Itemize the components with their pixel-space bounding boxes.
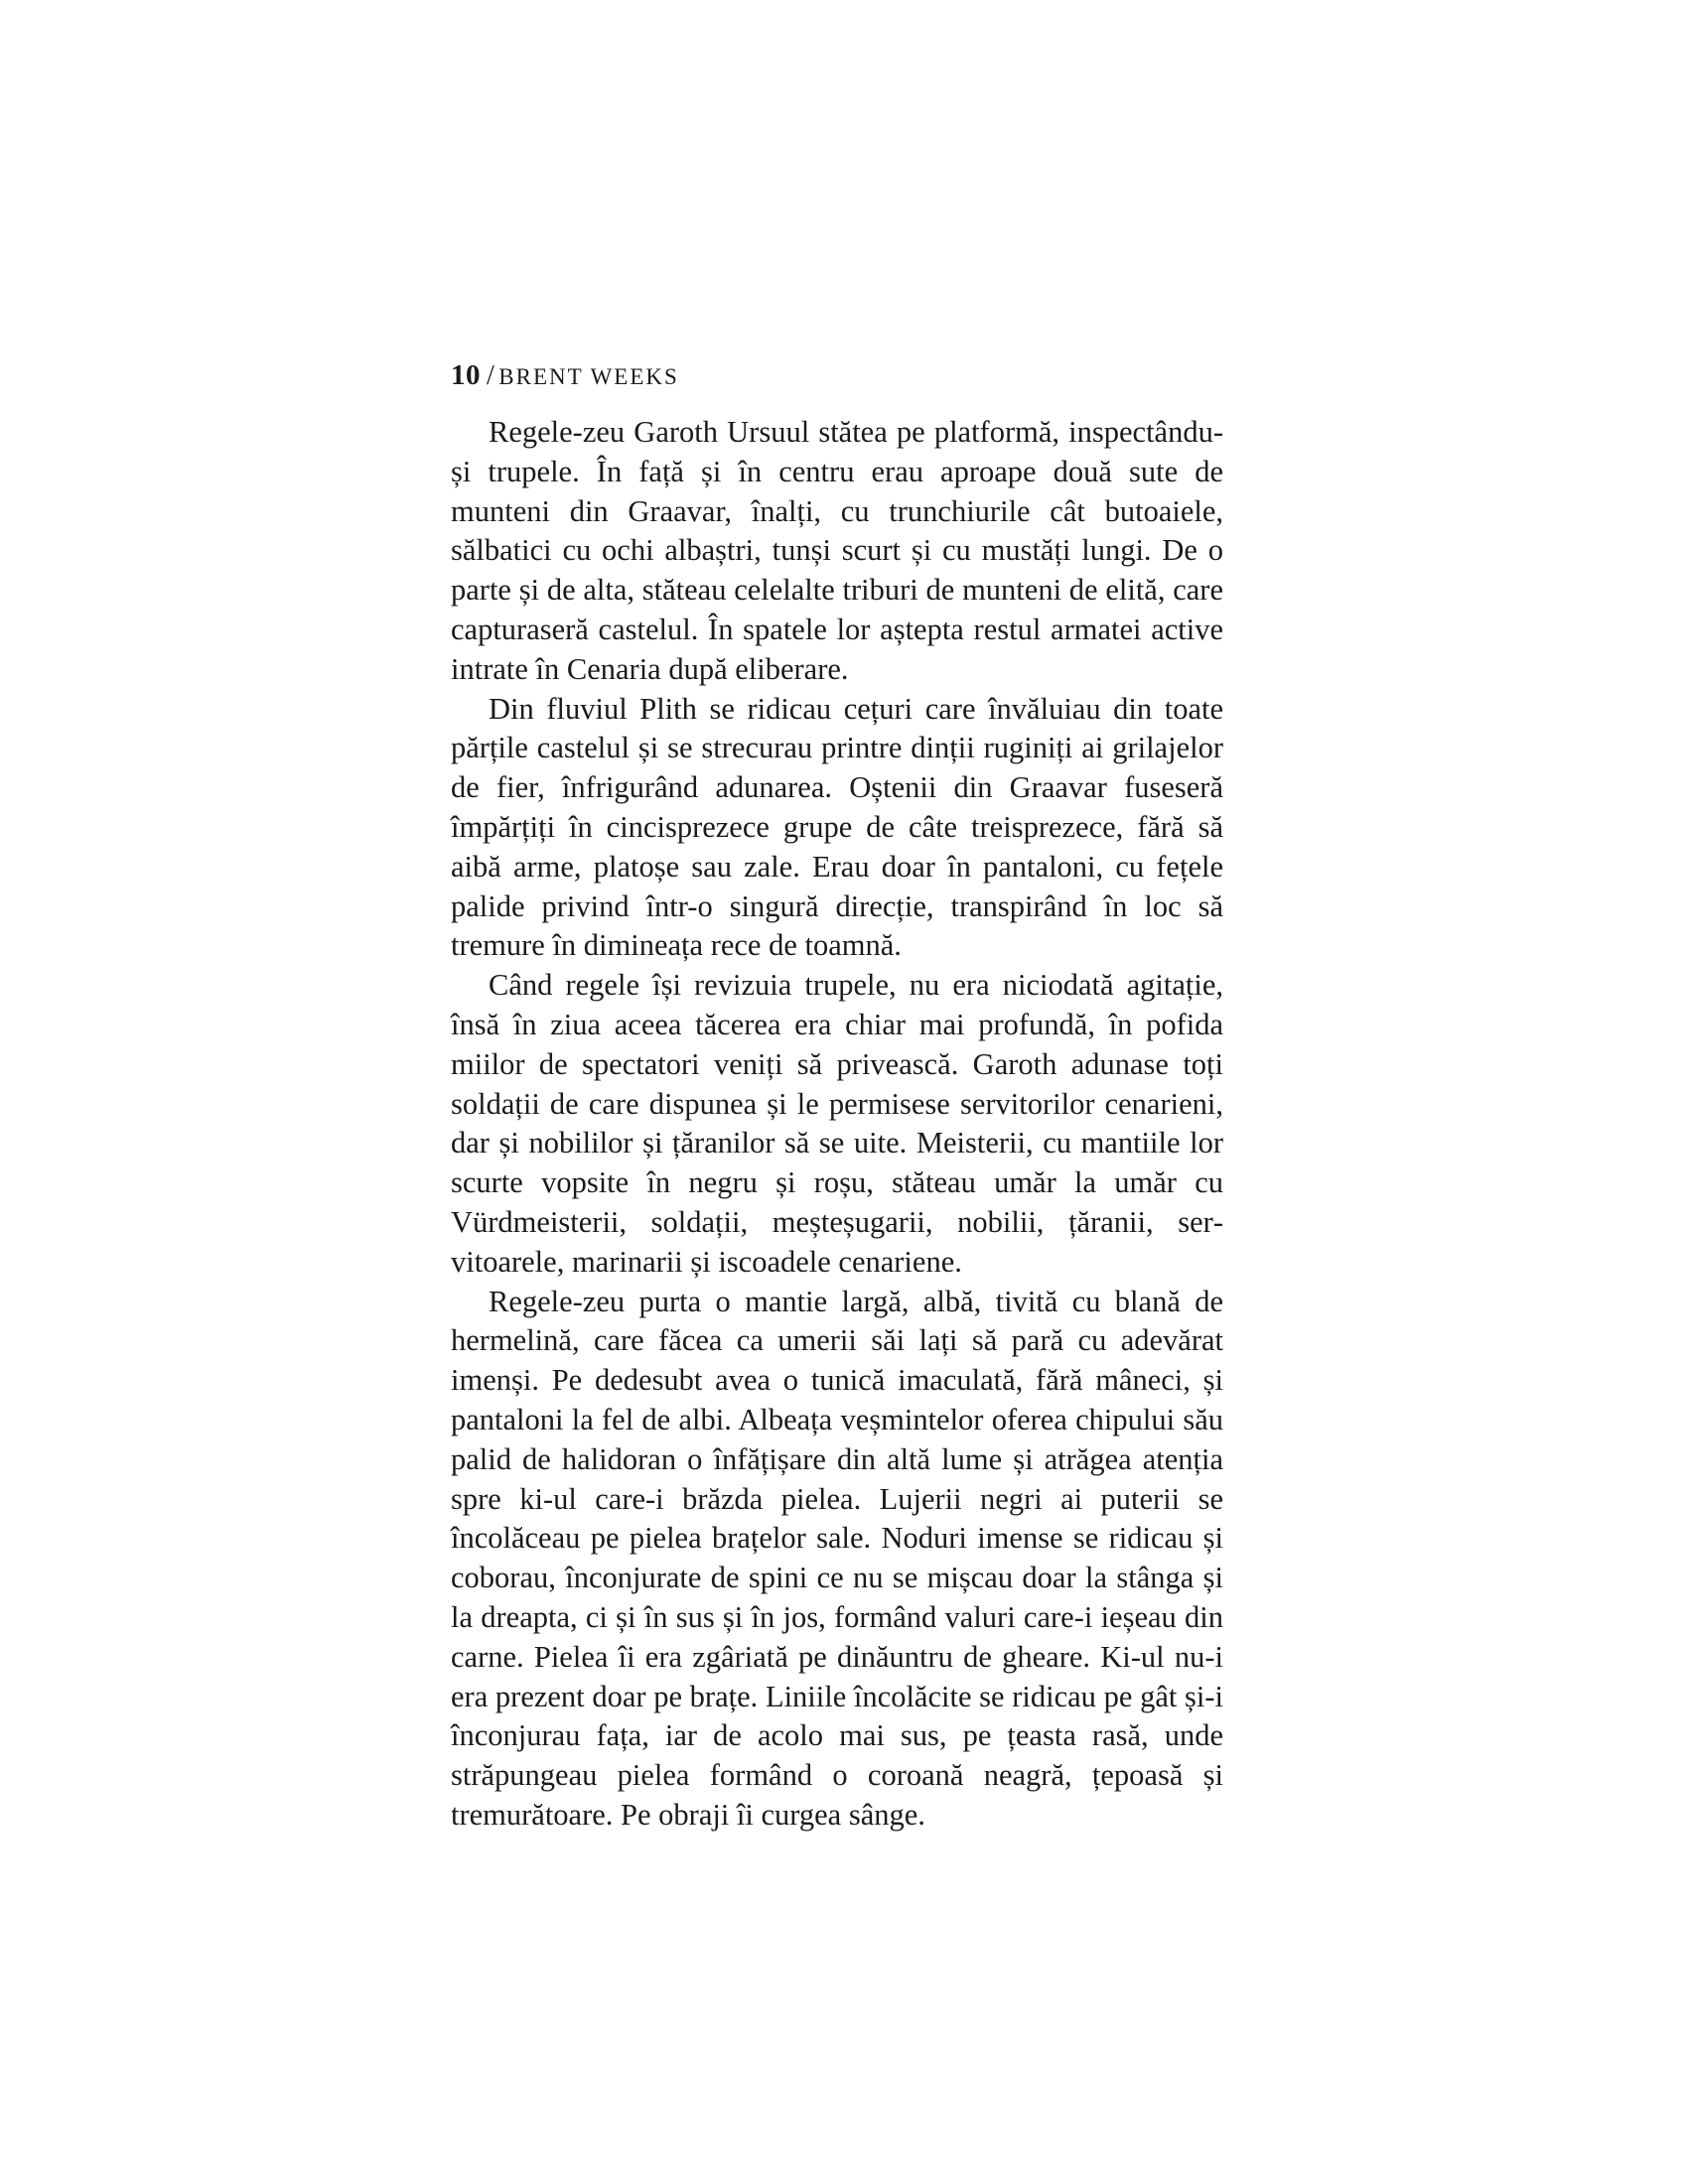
paragraph: Când regele își revizuia trupele, nu era niciodată agitație, însă în ziua aceea tăcerea era chiar mai profundă, în pofida miilor de spectatori veniți să privească. Garoth adunase toți soldații de care dispunea și le permisese servitorilor cenarieni, dar și nobililor și țăranilor să se uite. Meisterii, cu mantiile lor scurte vopsite în negru și roșu, stăteau umăr la umăr cu Vürdmeisterii, soldații, meșteșugarii, nobilii, țăranii, servitoarele, marinarii și iscoadele cenariene. [451,968,1223,1279]
body-text [451,413,1223,1836]
paragraph: Regele-zeu Garoth Ursuul stătea pe platformă, inspectându-și trupele. În față și în centru erau aproape două sute de munteni din Graavar, înalți, cu trunchiurile cât butoaiele, sălbatici cu ochi albaștri, tunși scurt și cu mustăți lungi. De o parte și de alta, stăteau celelalte triburi de munteni de elită, care capturaseră castelul. În spatele lor aștepta restul armatei active intrate în Cenaria după eliberare. [451,415,1223,686]
header-separator: / [487,360,495,391]
author-name: BRENT WEEKS [498,364,679,389]
paragraph: Din fluviul Plith se ridicau cețuri care învăluiau din toate părțile castelul și se strecurau printre dinții ruginiți ai grilajelor de fier, înfrigurând adunarea. Oștenii din Graavar fuseseră împărțiți în cincisprezece grupe de câte treisprezece, fără să aibă arme, platoșe sau zale. Erau doar în pantaloni, cu fețele palide privind într-o singură direcție, transpirând în loc să tremure în dimineața rece de toamnă. [451,691,1223,963]
running-header [451,353,1223,397]
paragraph: Regele-zeu purta o mantie largă, albă, tivită cu blană de hermelină, care făcea ca umerii săi lați să pară cu adevărat imenși. Pe dedesubt avea o tunică imaculată, fără mâneci, și pantaloni la fel de albi. Albeața veșmintelor oferea chipului său palid de halidoran o înfățișare din altă lume și atrăgea atenția spre ki-ul care-i brăzda pielea. Lujerii negri ai puterii se încolăceau pe pielea brațelor sale. Noduri imense se ridicau și coborau, înconjurate de spini ce nu se mișcau doar la stânga și la dreapta, ci și în sus și în jos, formând valuri care-i ieșeau din carne. Pielea îi era zgâriată pe dinăuntru de gheare. Ki-ul nu-i era prezent doar pe brațe. Liniile încolăcite se ridicau pe gât și-i înconjurau fața, iar de acolo mai sus, pe țeasta rasă, unde străpungeau pielea formând o coroană neagră, țepoasă și tremurătoare. Pe obraji îi curgea sânge. [451,1284,1223,1832]
book-page [451,353,1223,1836]
page-number: 10 [451,359,481,391]
